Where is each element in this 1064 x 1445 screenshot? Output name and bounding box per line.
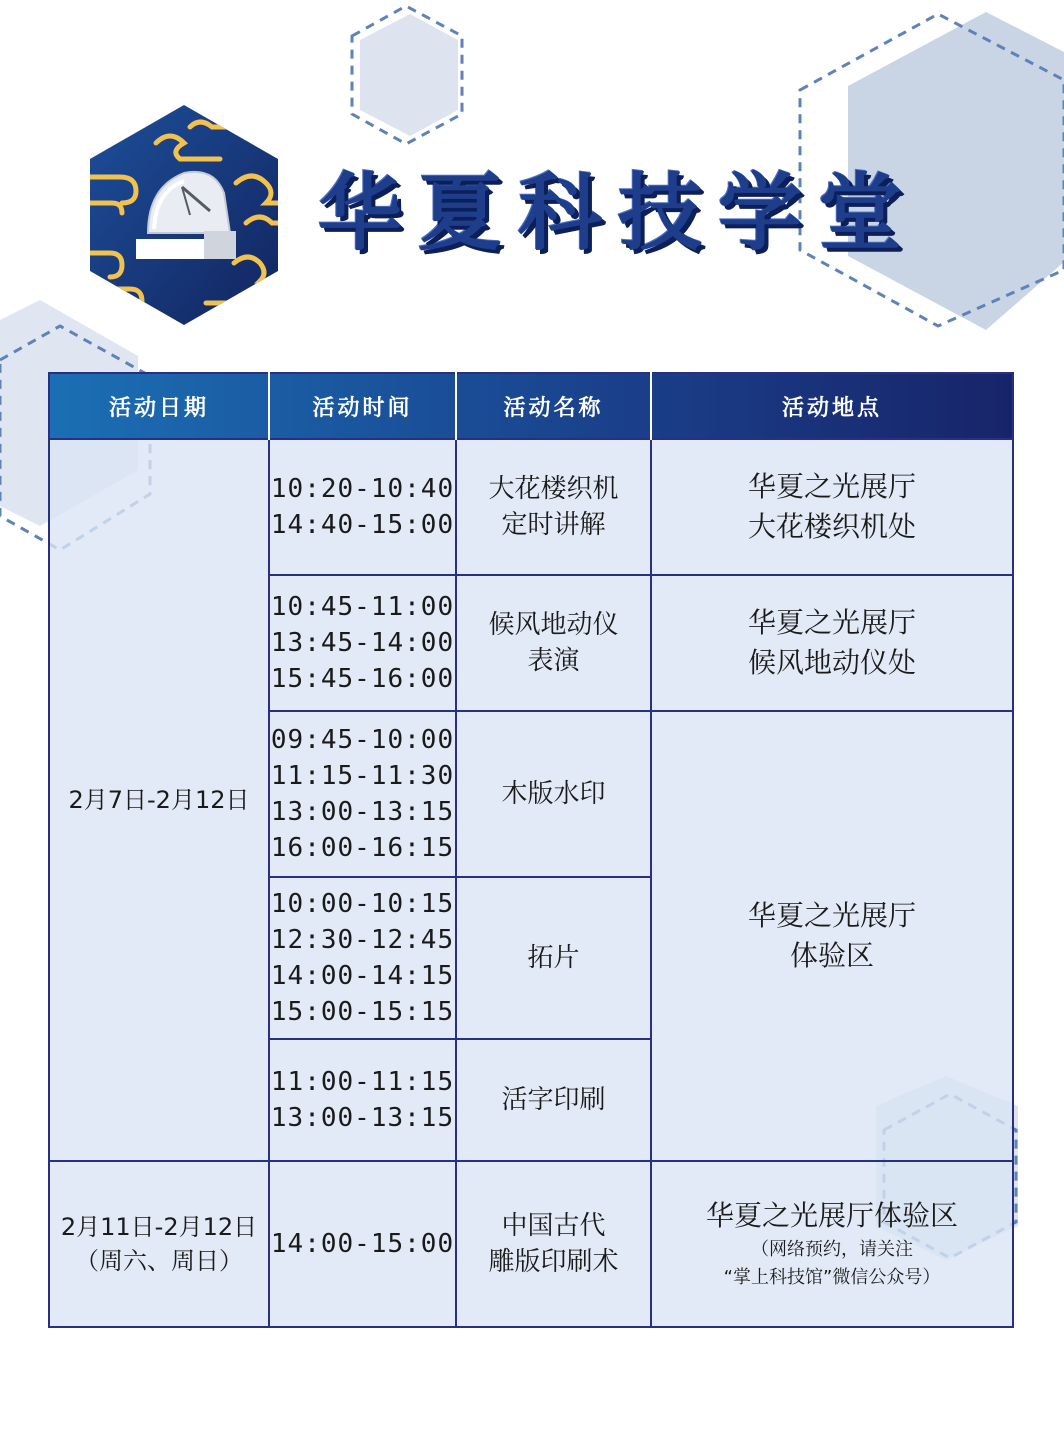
activity-name-cell	[456, 711, 651, 877]
time-slot: 12:30-12:45	[270, 925, 455, 955]
time-cell	[269, 575, 456, 711]
time-slot: 14:00-15:00	[270, 1229, 455, 1259]
date-cell	[49, 1161, 269, 1327]
activity-name-cell	[456, 575, 651, 711]
table-row	[49, 1161, 1013, 1327]
activity-name: 中国古代	[501, 1211, 606, 1241]
header-date: 活动日期	[49, 373, 269, 439]
location-cell	[651, 1161, 1013, 1327]
activity-name: 雕版印刷术	[488, 1247, 619, 1277]
time-cell	[269, 1161, 456, 1327]
time-slot: 15:00-15:15	[270, 997, 455, 1027]
time-slot: 11:15-11:30	[270, 761, 455, 791]
date-text: （周六、周日）	[75, 1247, 243, 1275]
time-cell	[269, 1039, 456, 1161]
location-note: “掌上科技馆”微信公众号）	[723, 1267, 941, 1288]
header-location: 活动地点	[781, 395, 882, 421]
time-slot: 10:20-10:40	[270, 474, 455, 504]
activity-name: 候风地动仪	[488, 610, 619, 640]
time-slot: 10:45-11:00	[270, 592, 455, 622]
date-cell	[49, 439, 269, 1161]
activity-name: 拓片	[527, 943, 580, 973]
time-slot: 16:00-16:15	[270, 833, 455, 863]
planetarium-logo	[86, 103, 282, 327]
time-cell	[269, 439, 456, 575]
activity-schedule-table	[48, 372, 1014, 1328]
time-slot: 13:00-13:15	[270, 1103, 455, 1133]
activity-name: 木版水印	[501, 779, 606, 809]
header-activity: 活动名称	[456, 373, 651, 439]
location-cell	[651, 575, 1013, 711]
activity-name-cell	[456, 1039, 651, 1161]
time-cell	[269, 877, 456, 1039]
location-note: （网络预约，请关注	[751, 1239, 913, 1260]
time-slot: 14:40-15:00	[270, 510, 455, 540]
time-slot: 10:00-10:15	[270, 889, 455, 919]
location-text: 华夏之光展厅	[747, 470, 916, 503]
activity-name-cell	[456, 1161, 651, 1327]
location-text: 大花楼织机处	[747, 510, 916, 543]
location-text: 华夏之光展厅	[747, 606, 916, 639]
date-text: 2月11日-2月12日	[60, 1213, 258, 1241]
time-slot: 14:00-14:15	[270, 961, 455, 991]
location-cell	[651, 711, 1013, 1161]
page-title: 华夏科技学堂	[318, 164, 919, 262]
time-slot: 13:45-14:00	[270, 628, 455, 658]
time-slot: 15:45-16:00	[270, 664, 455, 694]
activity-name-cell	[456, 439, 651, 575]
table-header-row	[49, 373, 1013, 439]
activity-name-cell	[456, 877, 651, 1039]
activity-name: 大花楼织机	[488, 474, 619, 504]
location-cell	[651, 439, 1013, 575]
location-text: 候风地动仪处	[747, 646, 916, 679]
hexagon-top-small	[352, 6, 462, 144]
location-text: 华夏之光展厅体验区	[705, 1199, 958, 1232]
table-row	[49, 439, 1013, 575]
time-slot: 13:00-13:15	[270, 797, 455, 827]
location-text: 体验区	[789, 939, 874, 972]
time-slot: 11:00-11:15	[270, 1067, 455, 1097]
activity-name: 表演	[527, 646, 580, 676]
header-time: 活动时间	[269, 373, 456, 439]
activity-name: 活字印刷	[501, 1085, 606, 1115]
date-text: 2月7日-2月12日	[68, 786, 250, 814]
time-slot: 09:45-10:00	[270, 725, 455, 755]
location-text: 华夏之光展厅	[747, 899, 916, 932]
time-cell	[269, 711, 456, 877]
activity-name: 定时讲解	[501, 510, 606, 540]
